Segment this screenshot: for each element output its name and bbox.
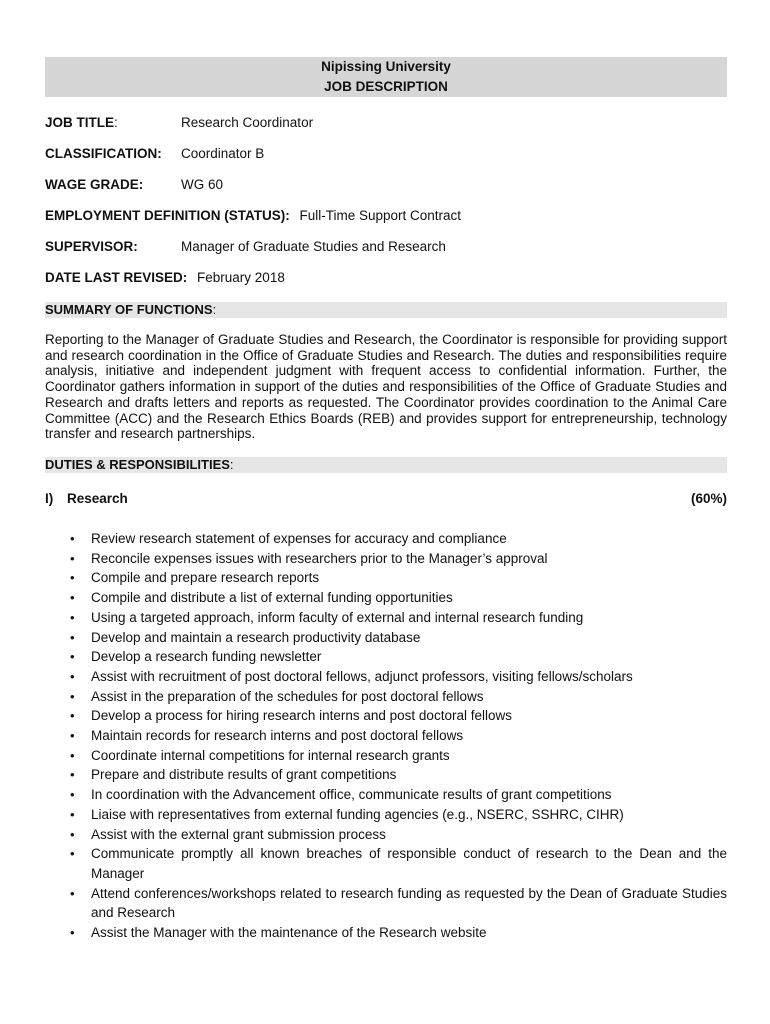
duty-text: Assist the Manager with the maintenance of the Research website <box>91 925 487 941</box>
bullet-icon: • <box>70 728 75 744</box>
duty-text: Reconcile expenses issues with researchers prior to the Manager’s approval <box>91 550 548 566</box>
duty-list-item <box>45 706 727 726</box>
employment-definition-label: EMPLOYMENT DEFINITION (STATUS): <box>45 208 290 223</box>
duty-text: Assist with recruitment of post doctoral fellows, adjunct professors, visiting fellows/scholars <box>91 668 633 684</box>
duty-list-item <box>45 765 727 785</box>
document-type: JOB DESCRIPTION <box>324 79 448 94</box>
duty-list-item <box>45 923 727 943</box>
duty-text: Liaise with representatives from external funding agencies (e.g., NSERC, SSHRC, CIHR) <box>91 806 624 822</box>
job-title-value: Research Coordinator <box>181 115 314 130</box>
classification-label: CLASSIFICATION: <box>45 146 162 161</box>
supervisor-field <box>45 238 446 256</box>
research-duties-list <box>45 529 727 943</box>
bullet-icon: • <box>70 846 75 862</box>
duty-list-item <box>45 844 727 883</box>
supervisor-value: Manager of Graduate Studies and Research <box>181 239 446 254</box>
wage-grade-label: WAGE GRADE: <box>45 177 144 192</box>
duties-heading: DUTIES & RESPONSIBILITIES: <box>45 457 727 473</box>
duty-text: Coordinate internal competitions for internal research grants <box>91 747 450 763</box>
wage-grade-value: WG 60 <box>181 177 224 192</box>
bullet-icon: • <box>70 925 75 941</box>
bullet-icon: • <box>70 688 75 704</box>
bullet-icon: • <box>70 668 75 684</box>
bullet-icon: • <box>70 570 75 586</box>
bullet-icon: • <box>70 747 75 763</box>
duty-text: Communicate promptly all known breaches of responsible conduct of research to the Dean and the Manager <box>91 846 727 881</box>
duty-text: Review research statement of expenses for accuracy and compliance <box>91 531 507 546</box>
bullet-icon: • <box>70 609 75 625</box>
research-section-heading <box>45 490 727 508</box>
duty-list-item <box>45 608 727 628</box>
classification-value: Coordinator B <box>181 146 265 161</box>
bullet-icon: • <box>70 590 75 606</box>
duty-list-item <box>45 746 727 766</box>
section-number: I) <box>45 491 54 506</box>
bullet-icon: • <box>70 649 75 665</box>
bullet-icon: • <box>70 826 75 842</box>
section-percent: (60%) <box>690 491 727 506</box>
duty-list-item <box>45 726 727 746</box>
duty-text: Maintain records for research interns and post doctoral fellows <box>91 728 464 744</box>
summary-text: Reporting to the Manager of Graduate Studies and Research, the Coordinator is responsible for providing support and research coordination in the Office of Graduate Studies and Research. The duties and responsibilities require analysis, initiative and independent judgment with frequent access to confidential information. Further, the Coordinator gathers information in support of the duties and responsibilities of the Office of Graduate Studies and Research and drafts letters and reports as requested. The Coordinator provides coordination to the Animal Care Committee (ACC) and the Research Ethics Boards (REB) and provides support for entrepreneurship, technology transfer and research partnerships. <box>45 332 727 442</box>
section-title: Research <box>67 491 128 506</box>
duty-list-item <box>45 687 727 707</box>
classification-field <box>45 145 265 163</box>
summary-heading: SUMMARY OF FUNCTIONS: <box>45 302 727 318</box>
employment-definition-field <box>45 207 461 225</box>
job-title-field <box>45 114 314 132</box>
duty-list-item <box>45 549 727 569</box>
duty-text: In coordination with the Advancement office, communicate results of grant competitions <box>91 787 612 803</box>
duty-list-item <box>45 529 727 549</box>
duty-text: Develop a process for hiring research interns and post doctoral fellows <box>91 708 512 724</box>
bullet-icon: • <box>70 767 75 783</box>
bullet-icon: • <box>70 629 75 645</box>
job-title-label: JOB TITLE: <box>45 115 118 130</box>
document-header <box>45 57 727 97</box>
bullet-icon: • <box>70 885 75 901</box>
bullet-icon: • <box>70 550 75 566</box>
university-name: Nipissing University <box>321 59 451 74</box>
date-last-revised-value: February 2018 <box>197 270 285 285</box>
duty-text: Assist with the external grant submission process <box>91 826 386 842</box>
date-last-revised-label: DATE LAST REVISED: <box>45 270 188 285</box>
bullet-icon: • <box>70 708 75 724</box>
bullet-icon: • <box>70 531 75 546</box>
job-description-page <box>45 57 727 941</box>
duty-list-item <box>45 805 727 825</box>
duty-list-item <box>45 785 727 805</box>
duty-text: Using a targeted approach, inform faculty of external and internal research funding <box>91 609 584 625</box>
duty-list-item <box>45 667 727 687</box>
duty-text: Compile and prepare research reports <box>91 570 320 586</box>
employment-definition-value: Full-Time Support Contract <box>299 208 462 223</box>
duty-text: Prepare and distribute results of grant competitions <box>91 767 397 783</box>
duty-text: Attend conferences/workshops related to research funding as requested by the Dean of Graduate Studies and Research <box>91 885 727 921</box>
duty-list-item <box>45 825 727 845</box>
date-last-revised-field <box>45 269 285 287</box>
duty-text: Compile and distribute a list of external funding opportunities <box>91 590 453 606</box>
duty-list-item <box>45 884 727 923</box>
duty-list-item <box>45 647 727 667</box>
supervisor-label: SUPERVISOR: <box>45 239 138 254</box>
bullet-icon: • <box>70 787 75 803</box>
duty-text: Develop and maintain a research productivity database <box>91 629 421 645</box>
wage-grade-field <box>45 176 224 194</box>
bullet-icon: • <box>70 806 75 822</box>
duty-list-item <box>45 628 727 648</box>
duty-list-item <box>45 588 727 608</box>
duty-list-item <box>45 568 727 588</box>
duty-text: Develop a research funding newsletter <box>91 649 322 665</box>
duty-text: Assist in the preparation of the schedules for post doctoral fellows <box>91 688 484 704</box>
